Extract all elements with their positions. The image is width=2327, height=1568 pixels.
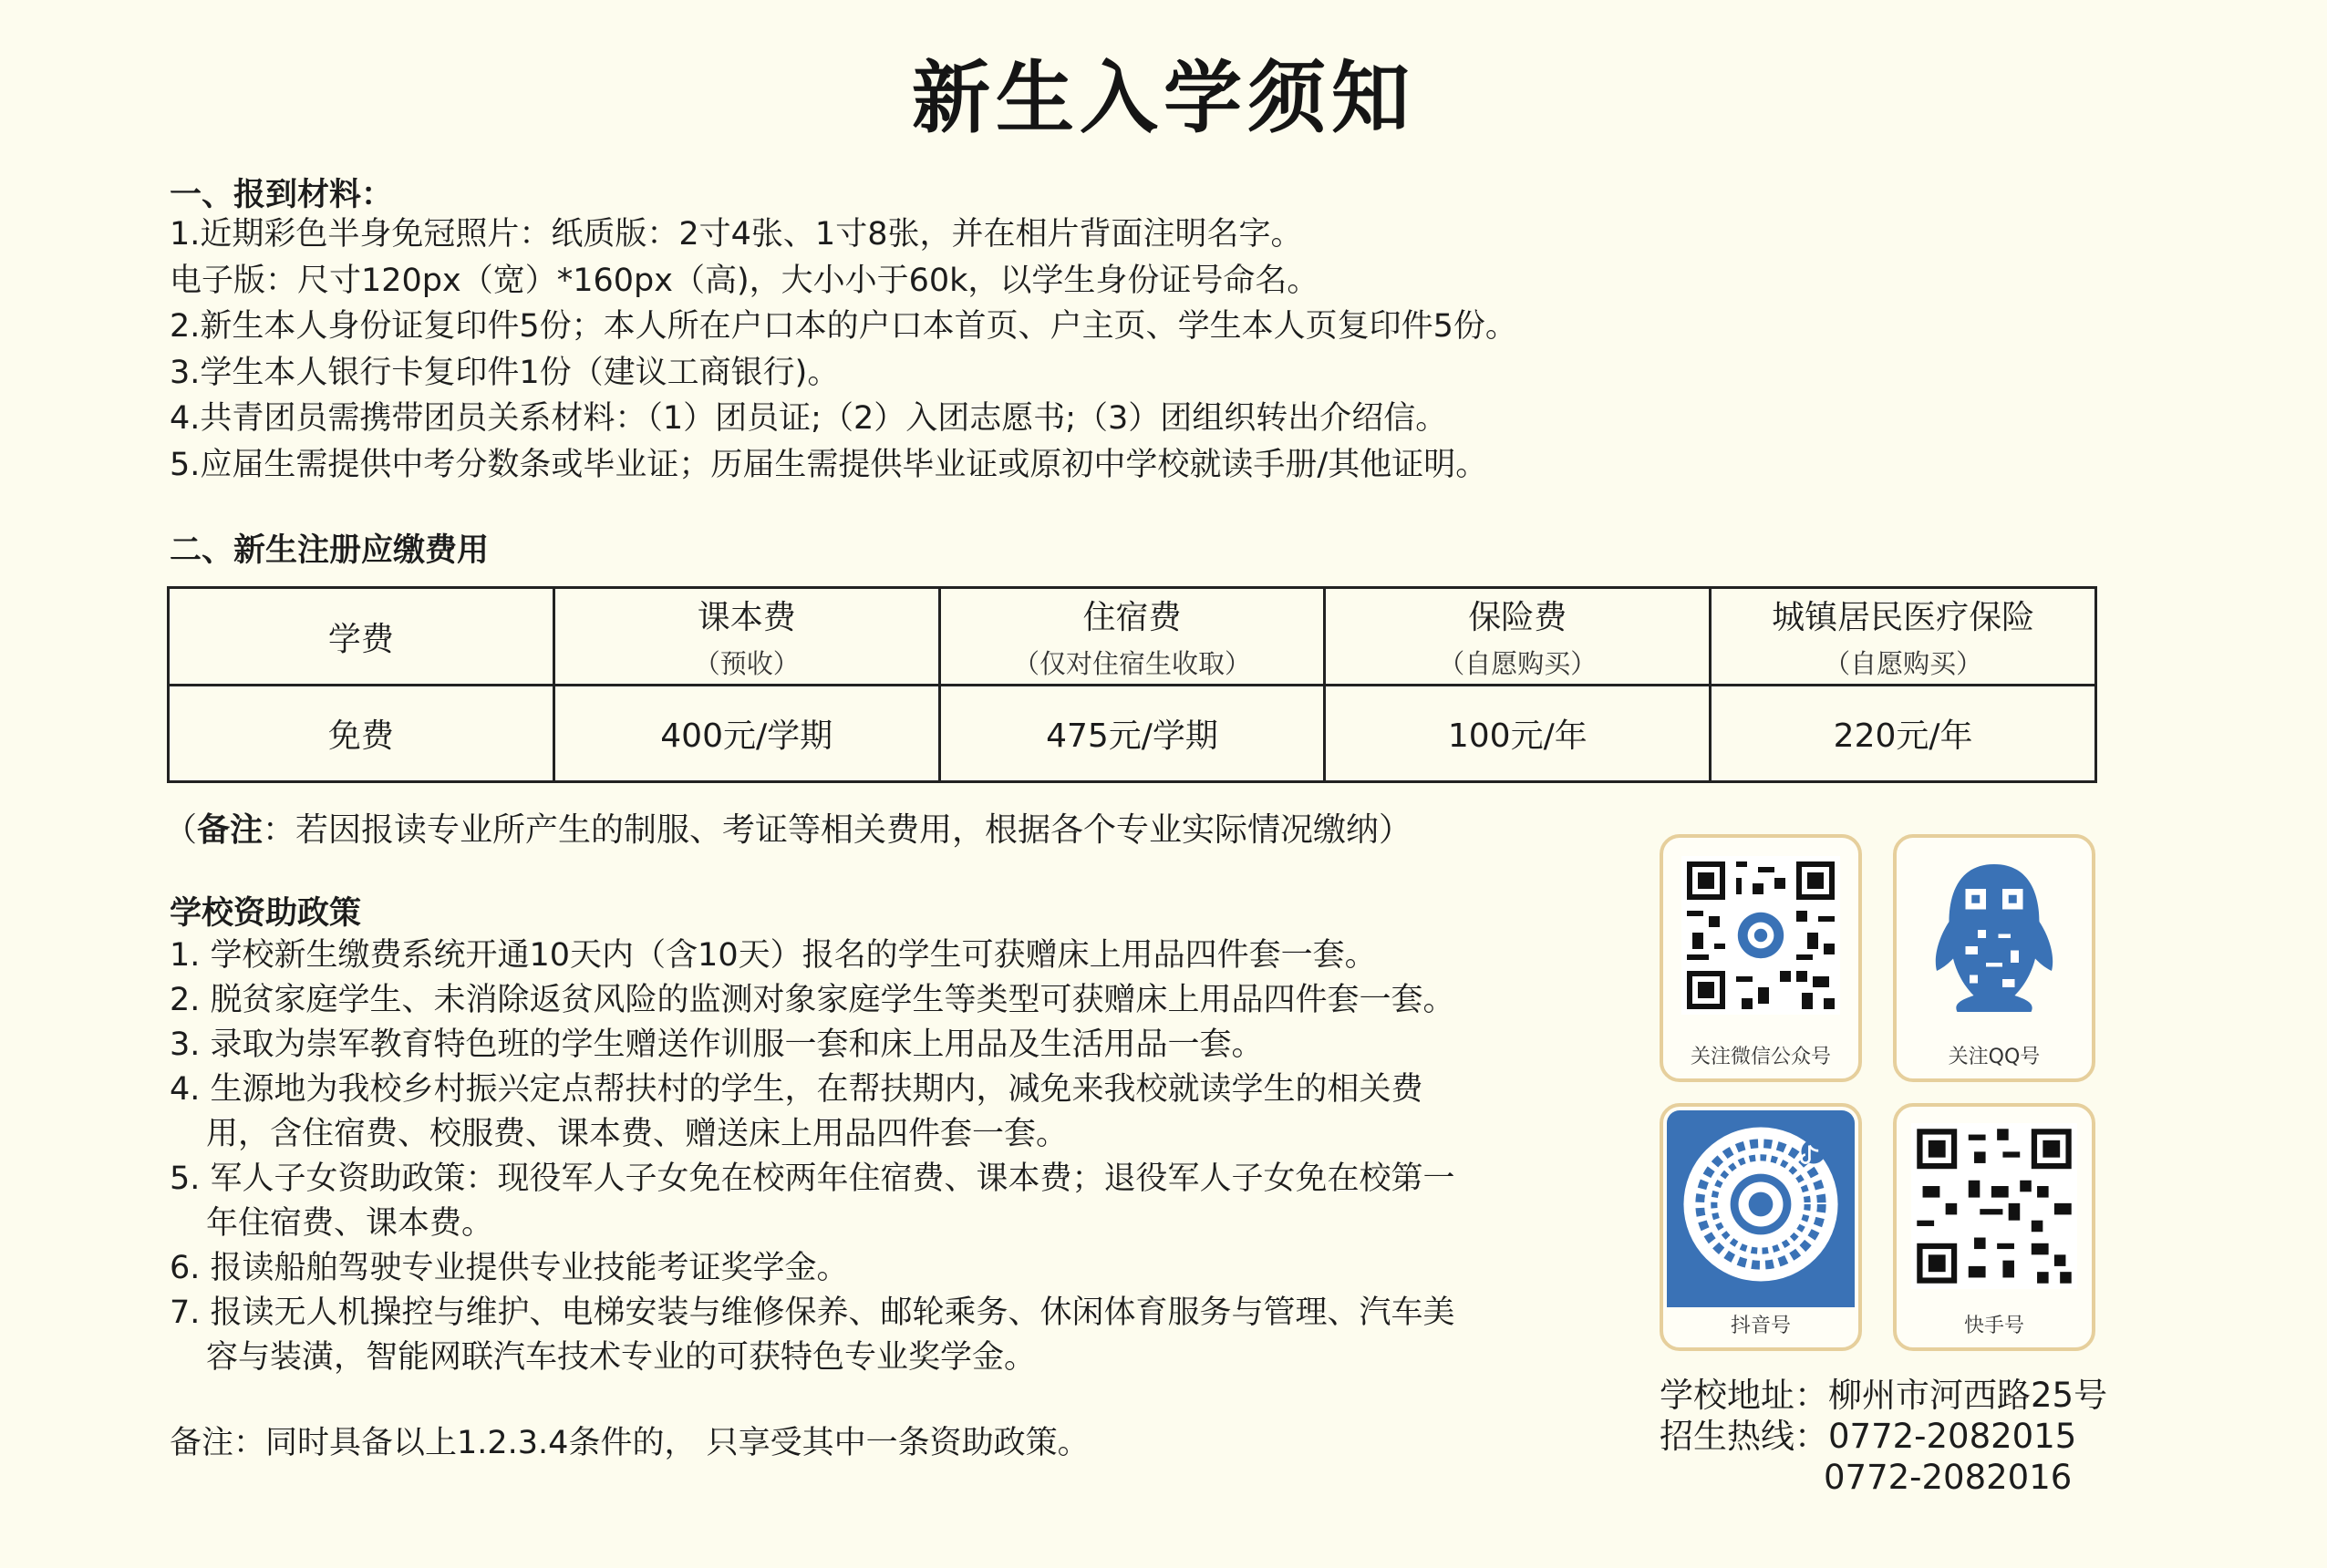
fee-value-cell: 475元/学期 bbox=[939, 686, 1325, 782]
douyin-qr-label: 抖音号 bbox=[1730, 1315, 1791, 1337]
fee-header-cell: 学费 bbox=[169, 588, 554, 686]
wechat-qr-card[interactable] bbox=[1660, 834, 1862, 1082]
kuaishou-qr-label: 快手号 bbox=[1963, 1315, 2024, 1337]
policy-footnote: 备注：同时具备以上1.2.3.4条件的， 只享受其中一条资助政策。 bbox=[170, 1425, 1090, 1461]
qq-penguin-qr-icon bbox=[1920, 856, 2068, 1020]
qq-qr-label: 关注QQ号 bbox=[1948, 1046, 2041, 1068]
policy-item: 6. 报读船舶驾驶专业提供专业技能考证奖学金。 bbox=[170, 1250, 849, 1286]
fee-header-cell: 保险费 （自愿购买） bbox=[1325, 588, 1711, 686]
materials-line: 3.学生本人银行卡复印件1份（建议工商银行)。 bbox=[170, 354, 840, 391]
materials-line: 2.新生本人身份证复印件5份；本人所在户口本的户口本首页、户主页、学生本人页复印件5份。 bbox=[170, 308, 1517, 345]
contact-info bbox=[1660, 1375, 2107, 1498]
policy-item: 1. 学校新生缴费系统开通10天内（含10天）报名的学生可获赠床上用品四件套一套。 bbox=[170, 937, 1377, 974]
fee-table-value-row bbox=[169, 686, 2096, 782]
fee-header-cell: 城镇居民医疗保险 （自愿购买） bbox=[1711, 588, 2096, 686]
fee-value-cell: 免费 bbox=[169, 686, 554, 782]
kuaishou-qr-code-icon bbox=[1911, 1123, 2077, 1289]
fee-value-cell: 100元/年 bbox=[1325, 686, 1711, 782]
fee-header-cell: 课本费 （预收） bbox=[553, 588, 939, 686]
materials-line: 电子版：尺寸120px（宽）*160px（高)，大小小于60k，以学生身份证号命名。 bbox=[170, 262, 1319, 299]
school-address: 学校地址：柳州市河西路25号 bbox=[1660, 1376, 2108, 1415]
policy-item-continued: 年住宿费、课本费。 bbox=[206, 1205, 494, 1242]
section2-heading: 二、新生注册应缴费用 bbox=[170, 532, 490, 569]
materials-line: 4.共青团员需携带团员关系材料：（1）团员证;（2）入团志愿书;（3）团组织转出介绍信。 bbox=[170, 400, 1448, 437]
qq-qr-card[interactable] bbox=[1893, 834, 2095, 1082]
admission-hotline: 招生热线：0772-2082015 bbox=[1660, 1417, 2077, 1456]
policy-item: 4. 生源地为我校乡村振兴定点帮扶村的学生，在帮扶期内，减免来我校就读学生的相关费 bbox=[170, 1071, 1423, 1108]
admission-hotline-2: 0772-2082016 bbox=[1824, 1458, 2073, 1497]
douyin-qr-code-icon bbox=[1680, 1123, 1842, 1285]
policy-item: 7. 报读无人机操控与维护、电梯安装与维修保养、邮轮乘务、休闲体育服务与管理、汽车美 bbox=[170, 1295, 1455, 1331]
materials-list bbox=[170, 211, 1517, 488]
wechat-qr-code-icon bbox=[1681, 856, 1840, 1015]
policy-item-continued: 容与装潢，智能网联汽车技术专业的可获特色专业奖学金。 bbox=[206, 1339, 1037, 1376]
fee-value-cell: 400元/学期 bbox=[553, 686, 939, 782]
materials-line: 5.应届生需提供中考分数条或毕业证；历届生需提供毕业证或原初中学校就读手册/其他证明。 bbox=[170, 446, 1488, 483]
fee-table bbox=[167, 586, 2097, 783]
kuaishou-qr-card[interactable] bbox=[1893, 1103, 2095, 1351]
page-title: 新生入学须知 bbox=[912, 52, 1415, 144]
douyin-qr-card[interactable] bbox=[1660, 1103, 1862, 1351]
section1-heading: 一、报到材料： bbox=[170, 177, 394, 213]
policy-item: 5. 军人子女资助政策：现役军人子女免在校两年住宿费、课本费；退役军人子女免在校第一 bbox=[170, 1161, 1455, 1197]
materials-line: 1.近期彩色半身免冠照片：纸质版：2寸4张、1寸8张，并在相片背面注明名字。 bbox=[170, 216, 1303, 253]
fee-note: （备注：若因报读专业所产生的制服、考证等相关费用，根据各个专业实际情况缴纳） bbox=[164, 811, 1412, 849]
policy-item: 2. 脱贫家庭学生、未消除返贫风险的监测对象家庭学生等类型可获赠床上用品四件套一套。 bbox=[170, 982, 1455, 1018]
fee-table-header-row bbox=[169, 588, 2096, 686]
fee-value-cell: 220元/年 bbox=[1711, 686, 2096, 782]
wechat-qr-label: 关注微信公众号 bbox=[1690, 1046, 1831, 1068]
policy-list bbox=[170, 934, 1455, 1380]
policy-item: 3. 录取为崇军教育特色班的学生赠送作训服一套和床上用品及生活用品一套。 bbox=[170, 1026, 1264, 1063]
policy-item-continued: 用，含住宿费、校服费、课本费、赠送床上用品四件套一套。 bbox=[206, 1116, 1069, 1152]
policy-heading: 学校资助政策 bbox=[170, 895, 362, 932]
fee-header-cell: 住宿费 （仅对住宿生收取） bbox=[939, 588, 1325, 686]
